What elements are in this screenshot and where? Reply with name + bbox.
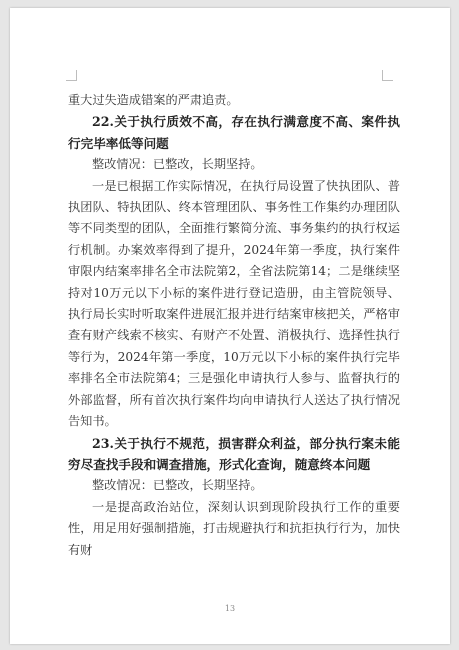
rectification-detail-22: 一是已根据工作实际情况，在执行局设置了快执团队、普执团队、特执团队、终本管理团队、事务性工作集约办理团队等不同类型的团队，全面推行繁简分流、事务集约的执行权运行机制。办案效率得到了提升，2024年第一季度，执行案件审限内结案率排名全市法院第2，全省法院第14；二是继续坚持对10万元以下小标的案件进行登记造册，由主管院领导、执行局长实时听取案件进展汇报并进行结案审核把关，严格审查有财产线索不核实、有财产不处置、消极执行、选择性执行等行为，2024年第一季度，10万元以下小标的案件执行完毕率排名全市法院第4；三是强化申请执行人参与、监督执行的外部监督，所有首次执行案件均向申请执行人送达了执行情况告知书。 <box>68 178 400 429</box>
page-number: 13 <box>224 604 236 613</box>
document-body <box>68 90 400 561</box>
paragraph-continuation: 重大过失造成错案的严肃追责。 <box>68 93 239 107</box>
section-heading-23: 23.关于执行不规范，损害群众利益，部分执行案未能穷尽查找手段和调查措施，形式化查询，随意终本问题 <box>68 435 400 472</box>
crop-mark-top-right <box>382 70 393 81</box>
rectification-detail-23: 一是提高政治站位，深刻认识到现阶段执行工作的重要性，用足用好强制措施，打击规避执行和抗拒执行行为，加快有财 <box>68 499 400 557</box>
document-page <box>10 8 450 644</box>
crop-mark-top-left <box>66 70 77 81</box>
section-heading-22: 22.关于执行质效不高，存在执行满意度不高、案件执行完毕率低等问题 <box>68 114 400 151</box>
rectification-status-22: 整改情况：已整改，长期坚持。 <box>92 157 263 172</box>
rectification-status-23: 整改情况：已整改，长期坚持。 <box>92 478 263 493</box>
